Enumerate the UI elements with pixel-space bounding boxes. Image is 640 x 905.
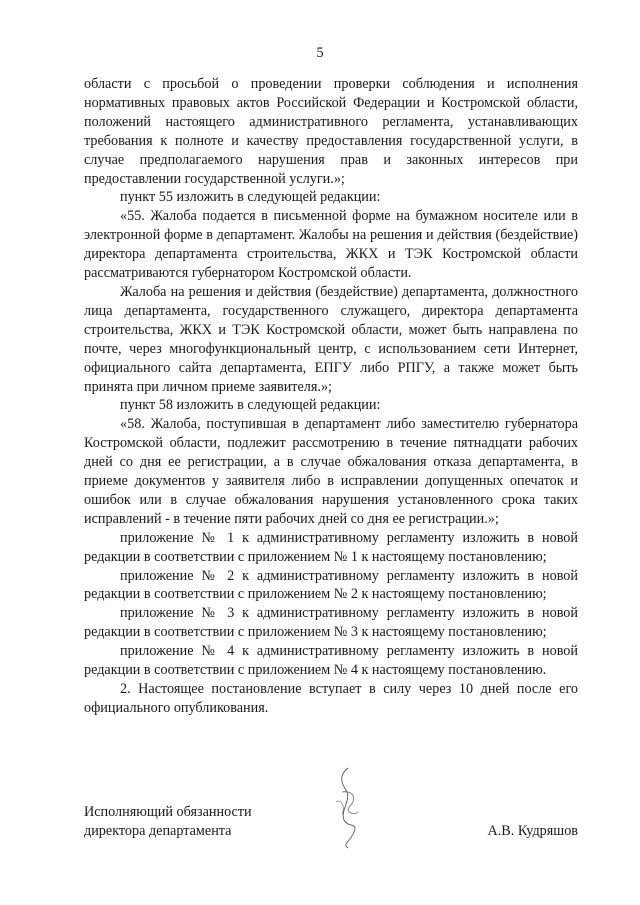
signatory-name: А.В. Кудряшов — [487, 823, 578, 839]
signatory-title-line: директора департамента — [84, 823, 232, 839]
paragraph: приложение № 3 к административному регламенту изложить в новой редакции в соответствии с приложением № 3 к настоящему постановлению; — [84, 605, 578, 641]
page-number: 5 — [316, 45, 324, 61]
paragraph: приложение № 4 к административному регламенту изложить в новой редакции в соответствии с приложением № 4 к настоящему постановлению. — [84, 643, 578, 679]
signatory-title-line: Исполняющий обязанности — [84, 804, 252, 820]
paragraph: пункт 58 изложить в следующей редакции: — [120, 397, 381, 414]
signature-block — [84, 803, 578, 843]
paragraph: приложение № 2 к административному регламенту изложить в новой редакции в соответствии с приложением № 2 к настоящему постановлению; — [84, 567, 578, 603]
paragraph: приложение № 1 к административному регламенту изложить в новой редакции в соответствии с приложением № 1 к настоящему постановлению; — [84, 529, 578, 565]
document-body — [84, 75, 578, 718]
paragraph: области с просьбой о проведении проверки соблюдения и исполнения нормативных правовых актов Российской Федерации и Костромской области, положений настоящего административного регламента, устанавливающих требования к полноте и качеству предоставления государственной услуги, в случае предполагаемого нарушения прав и законных интересов при предоставлении государственной услуги.»; — [84, 76, 578, 187]
signatory-title — [84, 803, 252, 841]
paragraph: «58. Жалоба, поступившая в департамент либо заместителю губернатора Костромской области, подлежит рассмотрению в течение пятнадцати рабочих дней со дня ее регистрации, а в случае обжалования отказа департамента, в приеме документов у заявителя либо в исправлении допущенных опечаток и ошибок или в случае обжалования нарушения установленного срока таких исправлений - в течение пяти рабочих дней со дня ее регистрации.»; — [84, 416, 578, 527]
paragraph: «55. Жалоба подается в письменной форме на бумажном носителе или в электронной форме в департамент. Жалобы на решения и действия (бездействие) директора департамента строительства, ЖКХ и ТЭК Костромской области рассматриваются губернатором Костромской области. — [84, 208, 578, 282]
paragraph: Жалоба на решения и действия (бездействие) департамента, должностного лица департамента, государственного служащего, директора департамента строительства, ЖКХ и ТЭК Костромской области, может быть направлена по почте, через многофункциональный центр, с использованием сети Интернет, официального сайта департамента, ЕПГУ либо РПГУ, а также может быть принята при личном приеме заявителя.»; — [84, 283, 578, 395]
paragraph: пункт 55 изложить в следующей редакции: — [120, 189, 381, 206]
paragraph: 2. Настоящее постановление вступает в силу через 10 дней после его официального опубликования. — [84, 681, 578, 716]
